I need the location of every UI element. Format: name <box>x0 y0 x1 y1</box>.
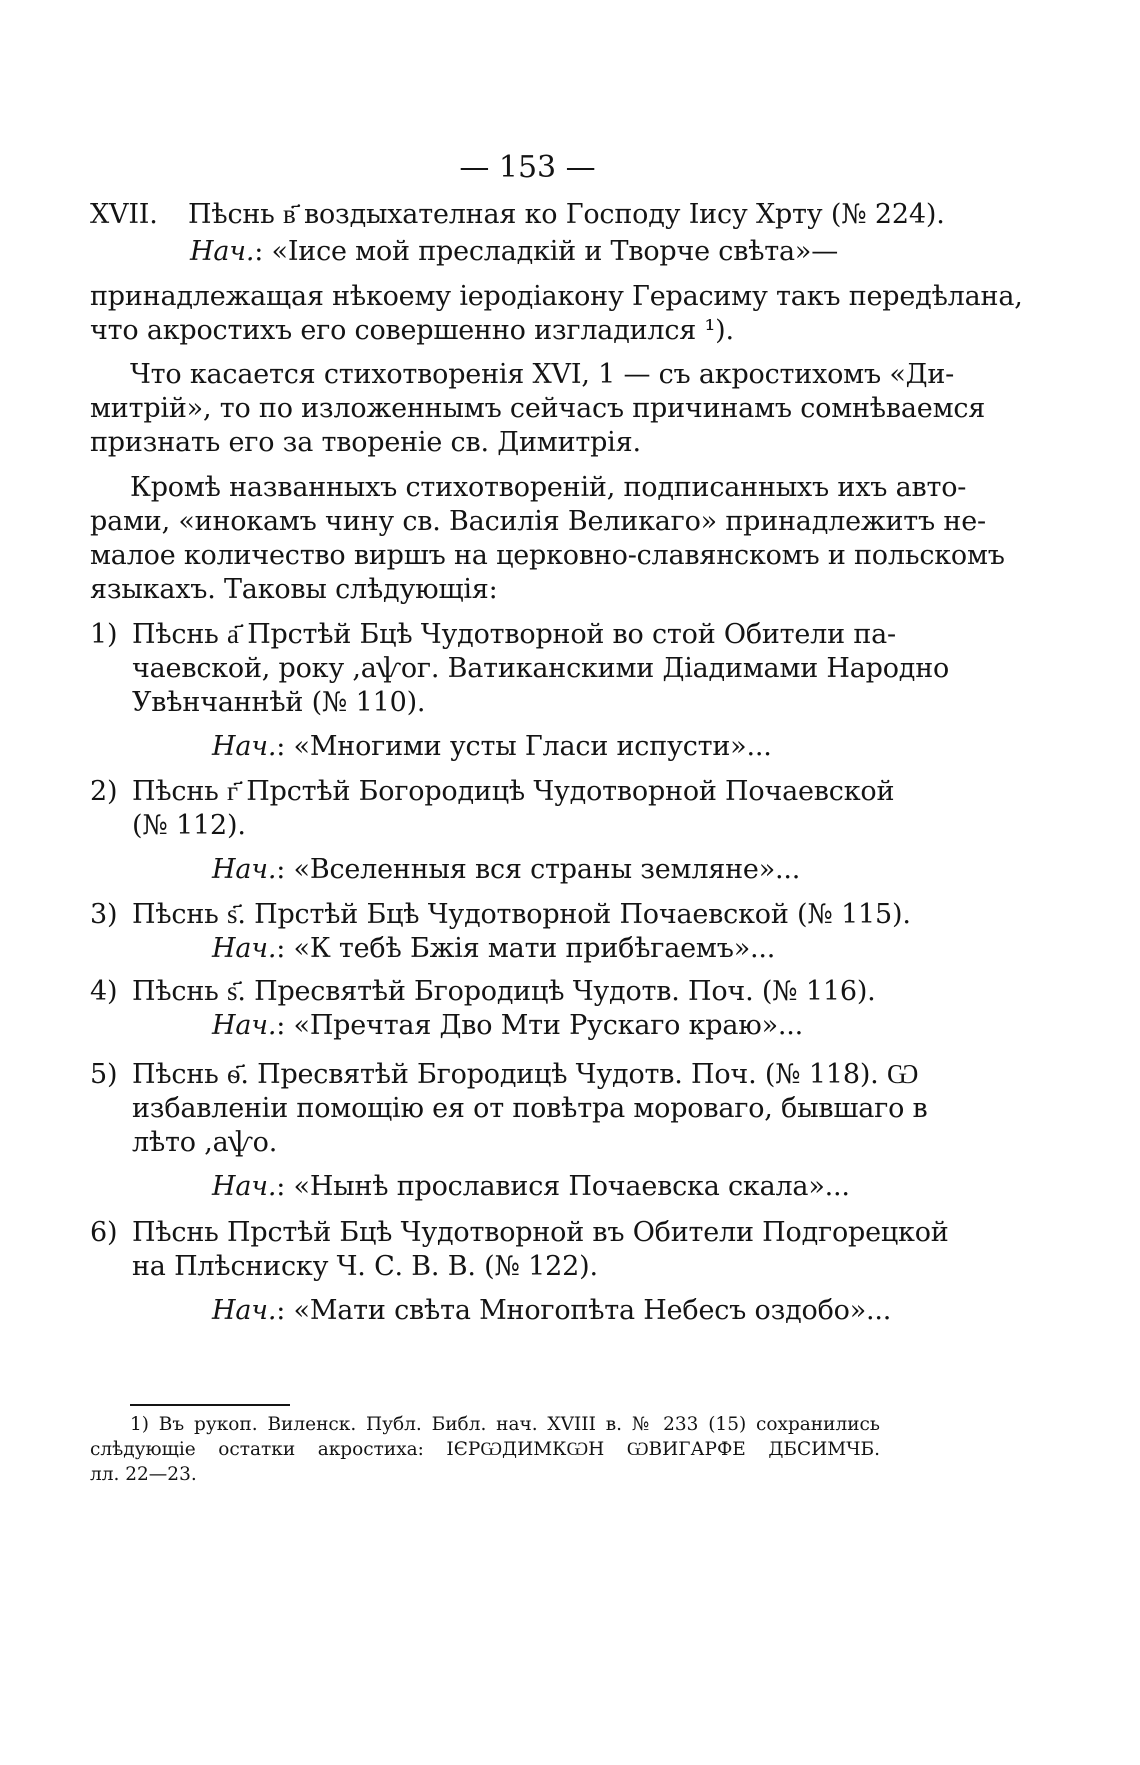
body-line: митрій», то по изложеннымъ сейчасъ причинамъ сомнѣваемся <box>90 393 986 424</box>
item-incipit <box>212 1009 803 1043</box>
body-line: языкахъ. Таковы слѣдующія: <box>90 574 498 605</box>
item-number: 4) <box>90 976 118 1007</box>
body-line: принадлежащая нѣкоему іеродіакону Герасиму такъ передѣлана, <box>90 281 1023 312</box>
incipit-text: : «Мати свѣта Многопѣта Небесъ оздобо»... <box>276 1295 892 1326</box>
item-line: Пѣснь ѳ҃. Пресвятѣй Бгородицѣ Чудотв. Поч. (№ 118). Ѡ <box>132 1059 919 1090</box>
item-line: избавленіи помощію ея от повѣтра мороваго, бывшаго в <box>132 1093 928 1124</box>
footnote-line: лл. 22—23. <box>90 1464 197 1485</box>
section-incipit <box>190 235 838 269</box>
incipit-text: : «Нынѣ прославися Почаевска скала»... <box>276 1171 850 1202</box>
body-line: рами, «инокамъ чину св. Василія Великаго» принадлежитъ не- <box>90 506 986 537</box>
body-line: Кромѣ названныхъ стихотвореній, подписанныхъ ихъ авто- <box>130 472 967 503</box>
item-line: Увѣнчаннѣй (№ 110). <box>132 687 426 718</box>
item-line: лѣто ,аѱо. <box>132 1127 278 1158</box>
incipit-text: : «Многими усты Гласи испусти»... <box>276 731 772 762</box>
item-number: 5) <box>90 1059 118 1090</box>
item-incipit <box>212 730 772 764</box>
item-incipit <box>212 1170 850 1204</box>
item-line: Пѣснь Прстѣй Бцѣ Чудотворной въ Обители Подгорецкой <box>132 1217 949 1248</box>
item-line: чаевской, року ,аѱог. Ватиканскими Діадимами Народно <box>132 653 950 684</box>
item-incipit <box>212 932 775 966</box>
incipit-label: Нач. <box>212 933 277 964</box>
item-incipit <box>212 1294 891 1328</box>
incipit-label: Нач. <box>190 236 255 267</box>
section-roman: XVII. <box>90 199 158 230</box>
incipit-label: Нач. <box>212 731 277 762</box>
item-line: на Плѣсниску Ч. С. В. В. (№ 122). <box>132 1251 598 1282</box>
item-line: Пѣснь ѕ҃. Прстѣй Бцѣ Чудотворной Почаевской (№ 115). <box>132 899 911 930</box>
incipit-text: : «Вселенныя вся страны земляне»... <box>276 854 801 885</box>
item-line: (№ 112). <box>132 810 246 841</box>
footnote-line: 1) Въ рукоп. Виленск. Публ. Библ. нач. XVIII в. № 233 (15) сохранились <box>130 1414 880 1435</box>
page-number: — 153 — <box>459 150 596 185</box>
incipit-text: : «Пречтая Дво Мти Рускаго краю»... <box>276 1010 804 1041</box>
body-line: признать его за твореніе св. Димитрія. <box>90 427 641 458</box>
incipit-label: Нач. <box>212 1171 277 1202</box>
body-line: что акростихъ его совершенно изгладился ¹). <box>90 315 734 346</box>
incipit-text: : «К тебѣ Бжія мати прибѣгаемъ»... <box>276 933 776 964</box>
section-title: Пѣснь в҃ воздыхателная ко Господу Іису Хрту (№ 224). <box>188 199 945 230</box>
body-line: малое количество виршъ на церковно-славянскомъ и польскомъ <box>90 540 1005 571</box>
item-line: Пѣснь ѕ҃. Пресвятѣй Бгородицѣ Чудотв. Поч. (№ 116). <box>132 976 876 1007</box>
footnote-line: слѣдующіе остатки акростиха: ІЄРѠДИМКѠН ѠВИГАРФЕ ДБСИМЧБ. <box>90 1439 880 1460</box>
incipit-label: Нач. <box>212 1295 277 1326</box>
item-number: 6) <box>90 1217 118 1248</box>
footnote-rule <box>130 1404 290 1406</box>
item-number: 1) <box>90 619 118 650</box>
body-line: Что касается стихотворенія XVI, 1 — съ акростихомъ «Ди- <box>130 359 955 390</box>
incipit-label: Нач. <box>212 1010 277 1041</box>
item-line: Пѣснь г҃ Прстѣй Богородицѣ Чудотворной Почаевской <box>132 776 895 807</box>
item-number: 3) <box>90 899 118 930</box>
section-heading <box>90 198 945 232</box>
item-number: 2) <box>90 776 118 807</box>
incipit-text: : «Іисе мой пресладкій и Творче свѣта»— <box>254 236 839 267</box>
item-line: Пѣснь а҃ Прстѣй Бцѣ Чудотворной во стой Обители па- <box>132 619 896 650</box>
item-incipit <box>212 853 800 887</box>
incipit-label: Нач. <box>212 854 277 885</box>
